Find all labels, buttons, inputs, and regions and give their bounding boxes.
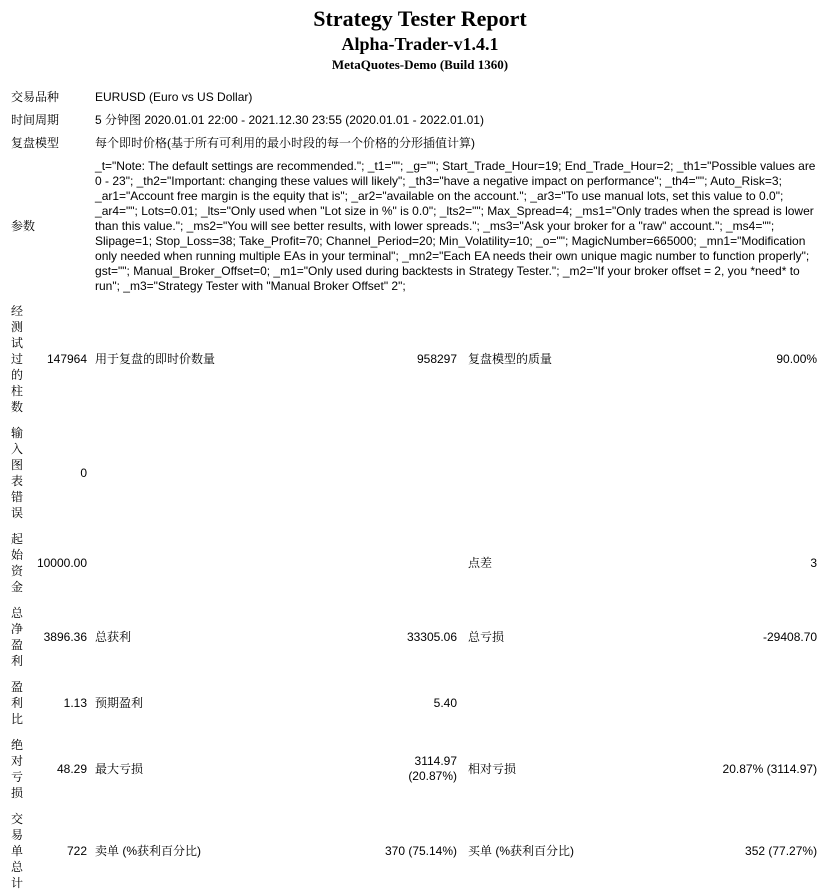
stat-label (88, 420, 368, 526)
expert-advisor-name: Alpha-Trader-v1.4.1 (341, 34, 499, 54)
info-label: 复盘模型 (11, 136, 60, 150)
info-label: 参数 (11, 219, 36, 233)
stat-value: 33305.06 (406, 629, 458, 644)
stat-label: 总亏损 (468, 629, 505, 644)
stat-value: 147964 (46, 351, 88, 366)
stat-value: 10000.00 (36, 555, 88, 570)
table-row-drawdown (10, 732, 818, 806)
stat-value: 958297 (416, 351, 458, 366)
stat-value: 3114.97 (20.87%) (408, 754, 458, 783)
stat-value: 0 (80, 465, 88, 480)
stat-label: 复盘模型的质量 (468, 351, 553, 366)
stat-label (458, 674, 698, 732)
table-row-profit-factor (10, 674, 818, 732)
table-row-parameters (10, 155, 818, 298)
stat-value: 722 (66, 843, 88, 858)
stat-label: 盈利比 (11, 680, 24, 726)
info-value-parameters: _t="Note: The default settings are recommended."; _t1=""; _g=""; Start_Trade_Hour=19; End_Trade_Hour=2; _th1="Possible values are 0 - 23"; _th2="Important: changing these values will likely"; _th3="have a negative impact on performance"; _th4=""; Auto_Risk=3; _ar1="Account free margin is the equity that is"; _ar2="available on the account."; _ar3="To use manual lots, set this value to 0.0"; _ar4=""; Lots=0.01; _lts="Only used when "Lot size in %" is 0.0"; _lts2=""; Max_Spread=4; _ms1="Only trades when the spread is lower than this value."; _ms2="You will see better results, with lower spreads."; _ms3="Ask your broker for a "raw" account."; _ms4=""; Slipage=1; Stop_Loss=38; Take_Profit=70; Channel_Period=20; Min_Volatility=10; _o=""; MagicNumber=665000; _mn1="Modification only needed when running multiple EAs in your terminal"; _mn2="Each EA needs their own unique magic number to function properly"; gst=""; Manual_Broker_Offset=0; _m1="Only used during backtests in Strategy Tester."; _m2="If your broker offset = 2, you *need* to run"; _m3="Strategy Tester with "Manual Broker Offset" 2"; (95, 159, 816, 293)
table-row-period (10, 109, 818, 132)
stat-value: 3 (810, 555, 818, 570)
stat-label: 输入图表错误 (11, 426, 24, 520)
table-row-total-trades (10, 806, 818, 894)
info-value: 每个即时价格(基于所有可利用的最小时段的每一个价格的分形插值计算) (95, 136, 476, 150)
stat-value: 1.13 (63, 695, 88, 710)
stat-label (88, 526, 368, 600)
stat-label: 绝对亏损 (11, 738, 24, 800)
stat-value: 370 (75.14%) (384, 843, 458, 858)
stat-label: 总获利 (95, 629, 132, 644)
table-row-deposit-spread (10, 526, 818, 600)
stat-value (368, 526, 458, 600)
stat-value (698, 420, 818, 526)
stat-label: 交易单总计 (11, 812, 24, 890)
stat-value: -29408.70 (763, 629, 818, 644)
report-table (10, 86, 818, 894)
stat-value: 20.87% (3114.97) (722, 761, 818, 776)
table-row-model (10, 132, 818, 155)
stat-label: 相对亏损 (468, 761, 517, 776)
info-label: 交易品种 (11, 90, 60, 104)
report-header (0, 0, 840, 72)
stat-label: 起始资金 (11, 532, 24, 594)
stat-value: 352 (77.27%) (745, 843, 818, 858)
stat-value (698, 674, 818, 732)
stat-label: 经测试过的柱数 (11, 304, 24, 414)
table-row-symbol (10, 86, 818, 109)
info-value: EURUSD (Euro vs US Dollar) (95, 90, 253, 104)
stat-label: 总净盈利 (11, 606, 24, 668)
stat-value: 5.40 (433, 695, 458, 710)
table-row-bars-ticks-quality (10, 298, 818, 420)
stat-label: 用于复盘的即时价数量 (95, 351, 216, 366)
info-value: 5 分钟图 2020.01.01 22:00 - 2021.12.30 23:55 (2020.01.01 - 2022.01.01) (95, 113, 484, 127)
stat-label: 最大亏损 (95, 761, 144, 776)
stat-label: 预期盈利 (95, 695, 144, 710)
stat-value (368, 420, 458, 526)
stat-value: 90.00% (776, 351, 818, 366)
info-label: 时间周期 (11, 113, 60, 127)
stat-label: 买单 (%获利百分比) (468, 843, 575, 858)
stat-label (458, 420, 698, 526)
report-title: Strategy Tester Report (313, 6, 527, 31)
table-row-chart-errors (10, 420, 818, 526)
table-row-net-profit (10, 600, 818, 674)
stat-value: 48.29 (56, 761, 88, 776)
server-build: MetaQuotes-Demo (Build 1360) (331, 57, 509, 72)
stat-value: 3896.36 (43, 629, 88, 644)
stat-label: 点差 (468, 555, 493, 570)
stat-label: 卖单 (%获利百分比) (95, 843, 202, 858)
